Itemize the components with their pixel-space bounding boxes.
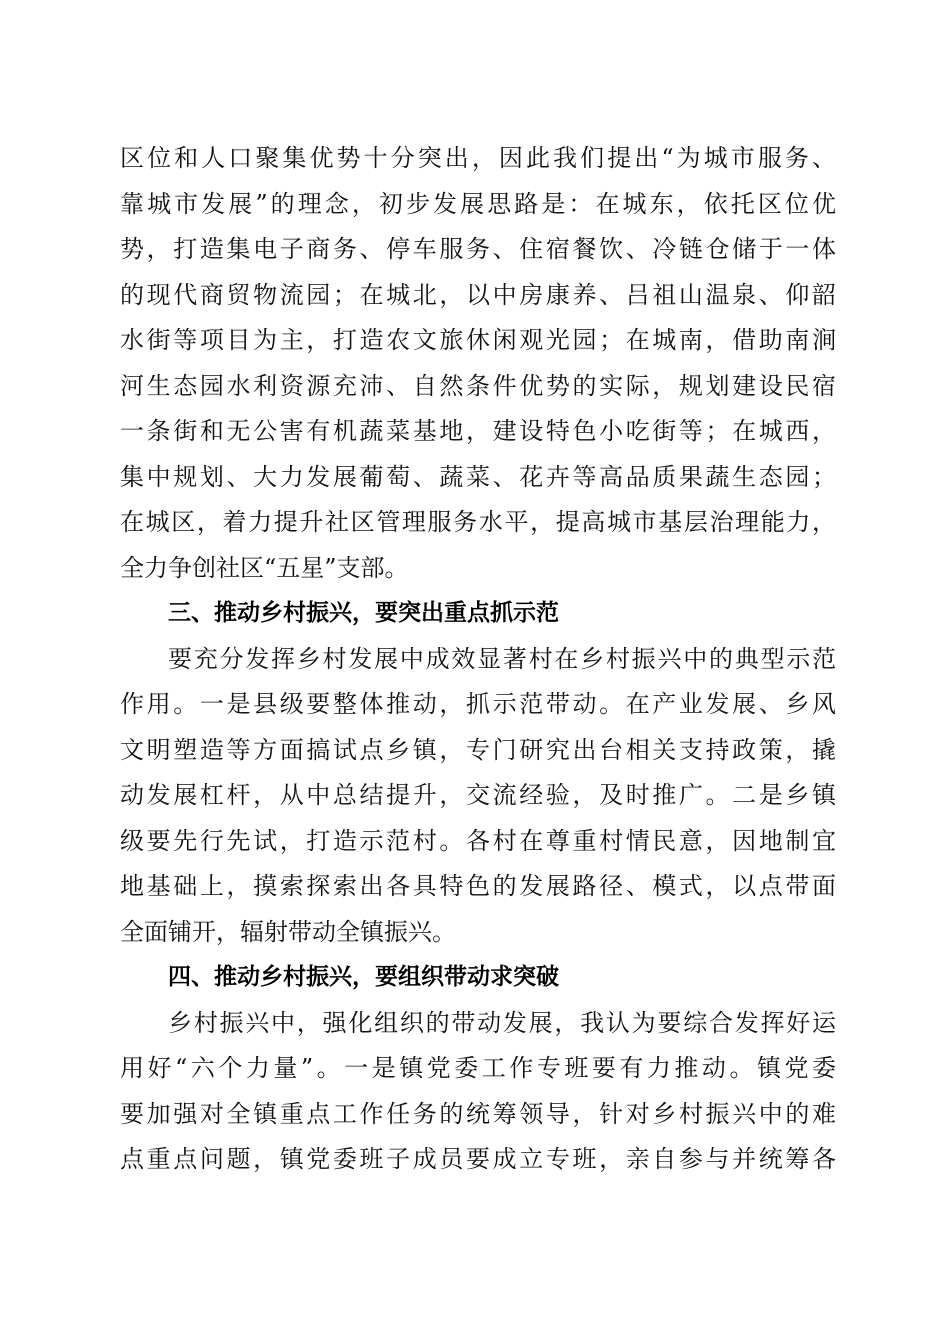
paragraph-line: 文明塑造等方面搞试点乡镇，专门研究出台相关支持政策，撬 (120, 735, 836, 764)
paragraph-line: 一条街和无公害有机蔬菜基地，建设特色小吃街等；在城西， (120, 417, 836, 445)
section-heading-4: 四、推动乡村振兴，要组织带动求突破 (168, 964, 559, 990)
paragraph-line: 用好“六个力量”。一是镇党委工作专班要有力推动。镇党委 (120, 1054, 836, 1082)
paragraph-line: 势，打造集电子商务、停车服务、住宿餐饮、冷链仓储于一体 (120, 235, 836, 263)
paragraph-line: 全力争创社区“五星”支部。 (120, 553, 409, 582)
paragraph-line: 地基础上，摸索探索出各具特色的发展路径、模式，以点带面 (120, 872, 836, 900)
paragraph-line: 点重点问题，镇党委班子成员要成立专班，亲自参与并统筹各 (120, 1145, 836, 1173)
paragraph-line: 的现代商贸物流园；在城北，以中房康养、吕祖山温泉、仰韶 (120, 280, 836, 309)
document-body (120, 136, 836, 1183)
paragraph-line: 要充分发挥乡村发展中成效显著村在乡村振兴中的典型示范 (168, 644, 836, 673)
paragraph-line: 水街等项目为主，打造农文旅休闲观光园；在城南，借助南涧 (120, 326, 836, 354)
paragraph-line: 乡村振兴中，强化组织的带动发展，我认为要综合发挥好运 (168, 1008, 836, 1037)
paragraph-line: 靠城市发展”的理念，初步发展思路是：在城东，依托区位优 (120, 189, 836, 218)
paragraph-line: 全面铺开，辐射带动全镇振兴。 (120, 917, 456, 946)
section-heading-3: 三、推动乡村振兴，要突出重点抓示范 (168, 600, 559, 626)
paragraph-line: 要加强对全镇重点工作任务的统筹领导，针对乡村振兴中的难 (120, 1099, 836, 1128)
paragraph-line: 区位和人口聚集优势十分突出，因此我们提出“为城市服务、 (120, 144, 836, 172)
paragraph-line: 集中规划、大力发展葡萄、蔬菜、花卉等高品质果蔬生态园； (120, 462, 836, 491)
paragraph-line: 河生态园水利资源充沛、自然条件优势的实际，规划建设民宿 (120, 371, 836, 400)
paragraph-line: 动发展杠杆，从中总结提升，交流经验，及时推广。二是乡镇 (120, 781, 836, 809)
paragraph-line: 在城区，着力提升社区管理服务水平，提高城市基层治理能力， (120, 508, 836, 536)
paragraph-line: 作用。一是县级要整体推动，抓示范带动。在产业发展、乡风 (120, 690, 836, 718)
paragraph-line: 级要先行先试，打造示范村。各村在尊重村情民意，因地制宜 (120, 826, 836, 855)
